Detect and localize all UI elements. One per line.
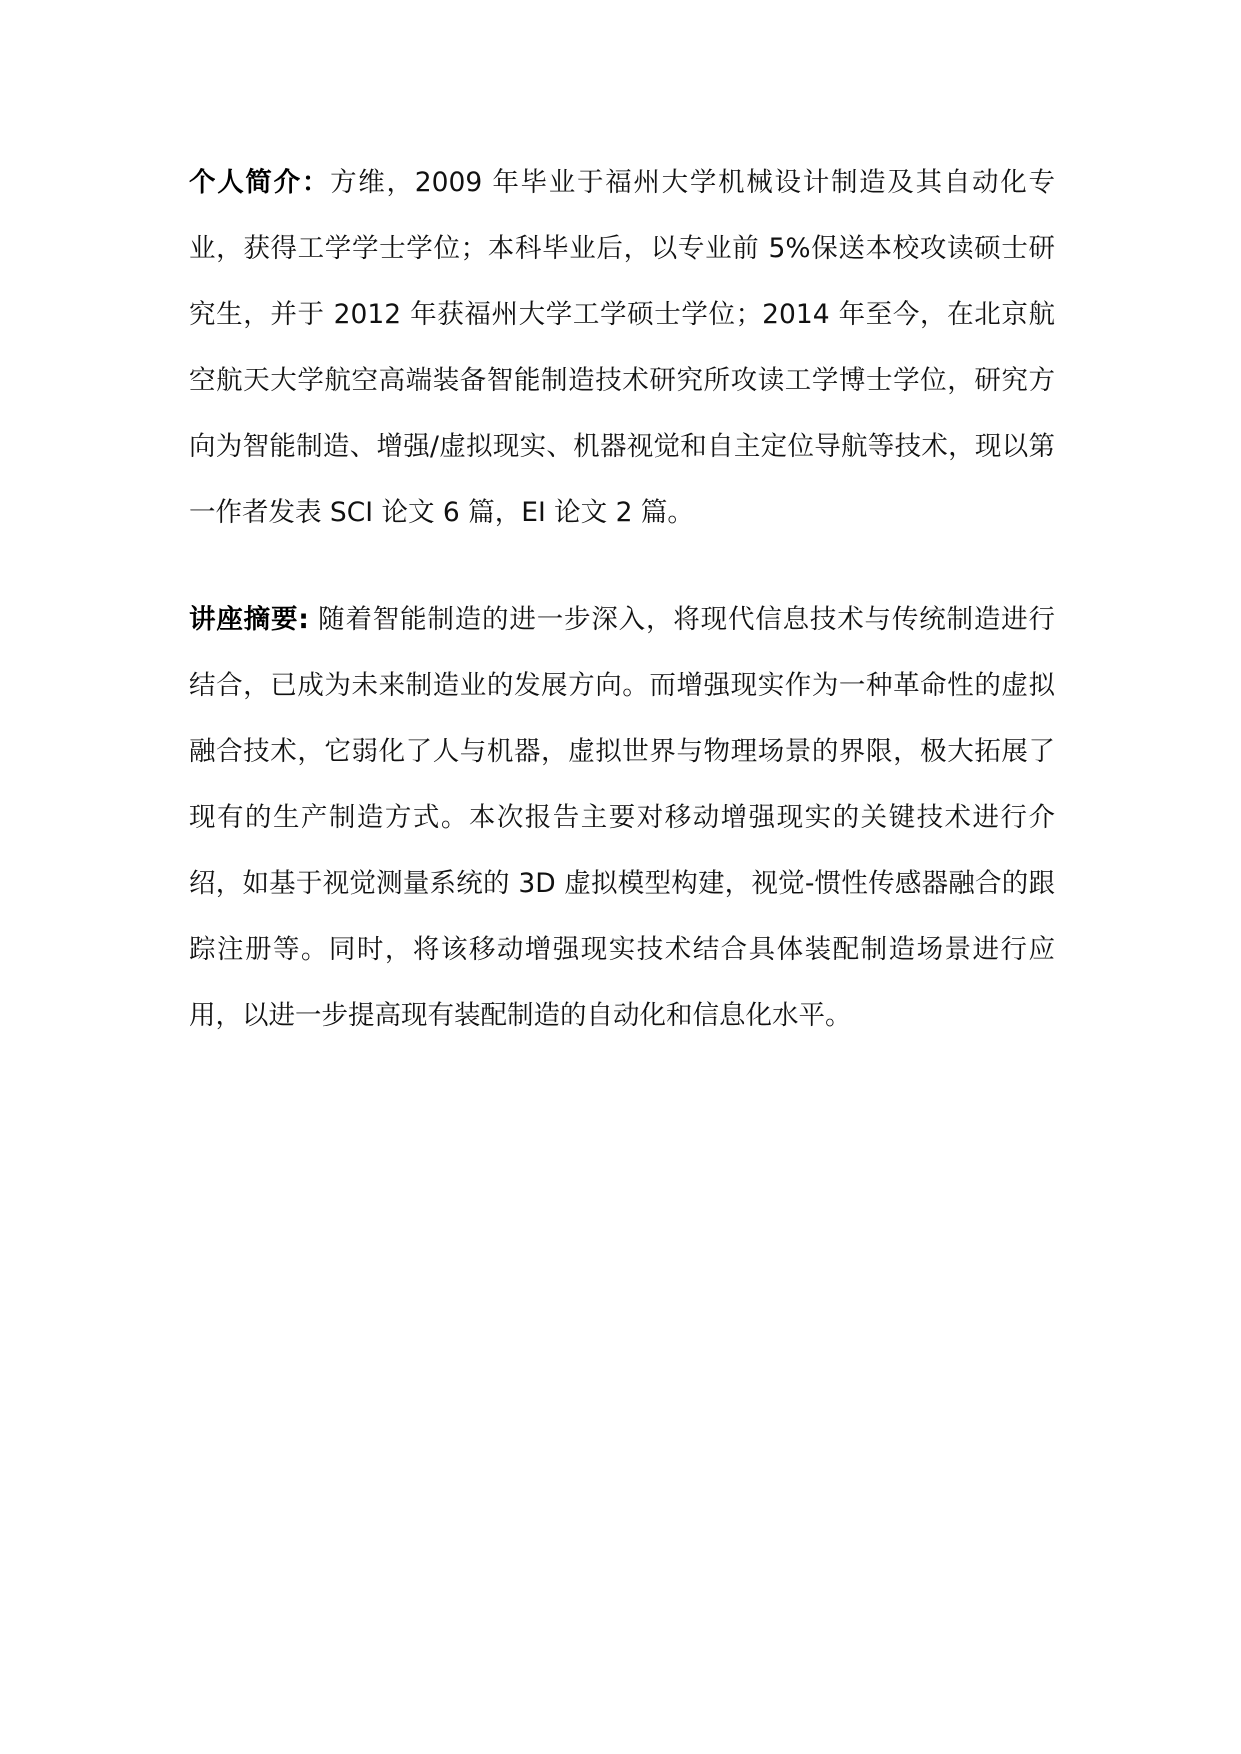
bio-label: 个人简介： — [189, 167, 331, 198]
bio-text: 方维，2009 年毕业于福州大学机械设计制造及其自动化专业，获得工学学士学位；本科毕业后，以专业前 5%保送本校攻读硕士研究生，并于 2012 年获福州大学工学硕士学位；2014 年至今，在北京航空航天大学航空高端装备智能制造技术研究所攻读工学博士学位，研究方向为智能制造、增强/虚拟现实、机器视觉和自主定位导航等技术，现以第一作者发表 SCI 论文 6 篇，EI 论文 2 篇。 — [189, 167, 1055, 528]
bio-paragraph — [189, 150, 1055, 546]
abstract-text: 随着智能制造的进一步深入，将现代信息技术与传统制造进行结合，已成为未来制造业的发展方向。而增强现实作为一种革命性的虚拟融合技术，它弱化了人与机器，虚拟世界与物理场景的界限，极大拓展了现有的生产制造方式。本次报告主要对移动增强现实的关键技术进行介绍，如基于视觉测量系统的 3D 虚拟模型构建，视觉-惯性传感器融合的跟踪注册等。同时，将该移动增强现实技术结合具体装配制造场景进行应用，以进一步提高现有装配制造的自动化和信息化水平。 — [189, 604, 1055, 1031]
abstract-label: 讲座摘要: — [189, 604, 309, 635]
abstract-paragraph — [189, 587, 1055, 1049]
